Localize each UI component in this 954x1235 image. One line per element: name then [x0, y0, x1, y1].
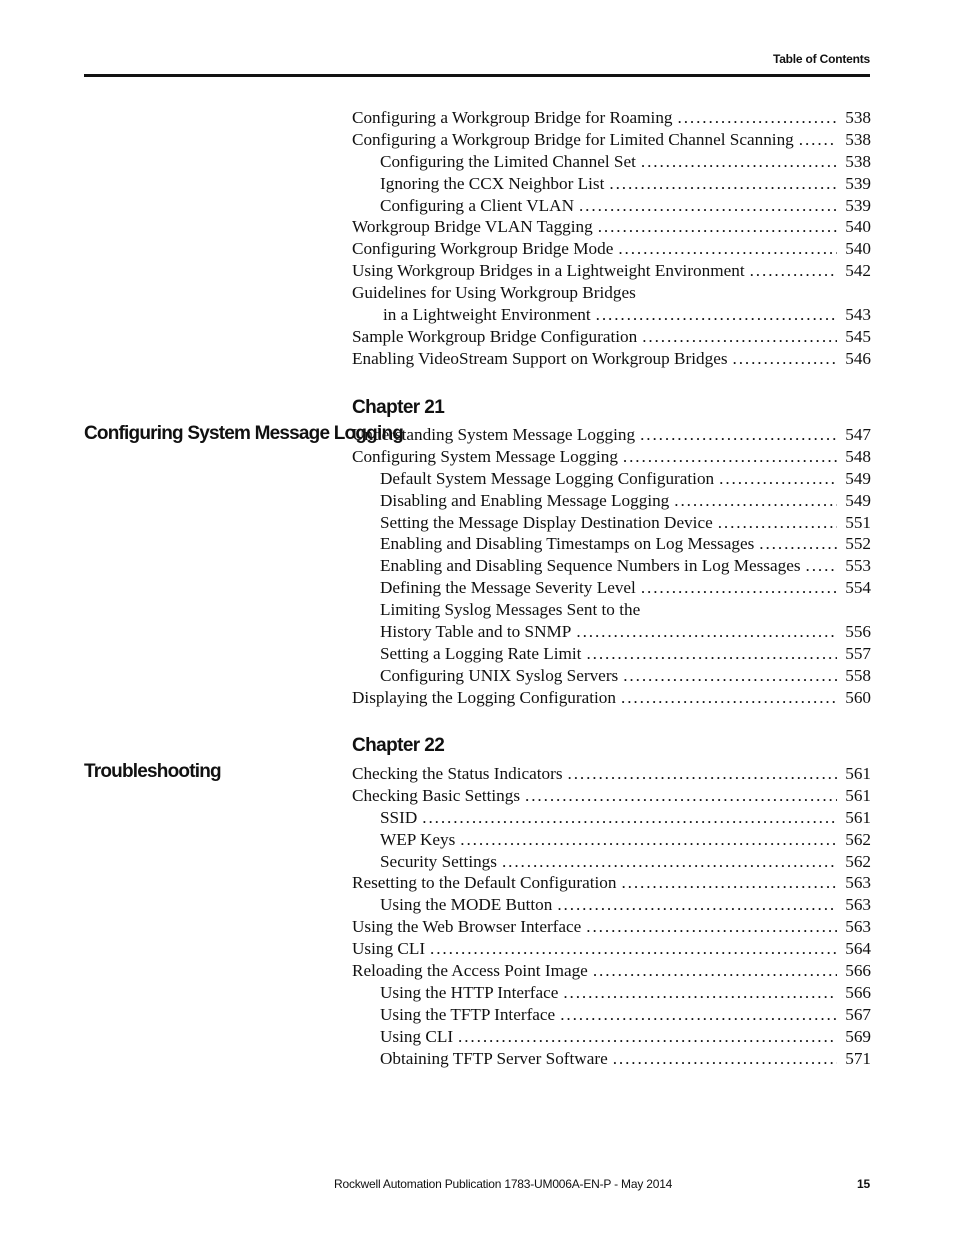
toc-entry[interactable] [352, 894, 871, 916]
dot-leader [733, 348, 837, 370]
dot-leader [640, 424, 837, 446]
dot-leader [560, 1004, 837, 1026]
dot-leader [674, 490, 837, 512]
toc-entry-title: Using Workgroup Bridges in a Lightweight Environment [352, 261, 745, 281]
dot-leader [563, 982, 837, 1004]
dot-leader [799, 129, 837, 151]
toc-entry-title: Default System Message Logging Configuration [380, 468, 715, 488]
dot-leader [613, 1048, 837, 1070]
toc-entry[interactable] [352, 938, 871, 960]
toc-entry-page: 546 [845, 348, 871, 368]
toc-entry-page: 562 [845, 851, 871, 871]
toc-entry-page: 549 [845, 490, 871, 510]
dot-leader [759, 533, 837, 555]
dot-leader [460, 829, 837, 851]
toc-entry-page: 560 [845, 687, 871, 707]
dot-leader [502, 851, 837, 873]
dot-leader [678, 107, 837, 129]
running-header-title: Table of Contents [772, 52, 870, 66]
toc-entry[interactable] [352, 916, 871, 938]
toc-block-chapter-20-continued [352, 107, 871, 370]
toc-entry-page: 566 [845, 961, 871, 981]
toc-entry-page: 552 [845, 534, 871, 554]
toc-entry[interactable] [352, 260, 871, 282]
toc-entry-title: Configuring a Client VLAN [380, 195, 574, 215]
toc-entry[interactable] [352, 512, 871, 534]
toc-entry-page: 571 [845, 1048, 871, 1068]
toc-entry-page: 538 [845, 151, 871, 171]
chapter-22-label: Chapter 22 [352, 735, 445, 756]
toc-entry-page: 557 [845, 643, 871, 663]
toc-entry-page: 545 [845, 326, 871, 346]
toc-entry[interactable] [352, 763, 871, 785]
chapter-21-title: Configuring System Message Logging [84, 423, 404, 444]
dot-leader [525, 785, 837, 807]
toc-entry-page: 548 [845, 446, 871, 466]
toc-entry[interactable] [352, 643, 871, 665]
dot-leader [609, 173, 837, 195]
toc-entry[interactable] [352, 468, 871, 490]
dot-leader [430, 938, 837, 960]
toc-entry-title: Using the HTTP Interface [380, 982, 559, 1002]
toc-entry-page: 543 [845, 305, 871, 325]
dot-leader [598, 216, 837, 238]
toc-entry[interactable] [352, 151, 871, 173]
toc-entry-title: Configuring a Workgroup Bridge for Limited Channel Scanning [352, 129, 794, 149]
toc-entry-page: 539 [845, 195, 871, 215]
toc-entry[interactable] [352, 282, 871, 304]
toc-entry-page: 561 [845, 807, 871, 827]
dot-leader [750, 260, 837, 282]
toc-entry[interactable] [352, 129, 871, 151]
toc-entry-page: 538 [845, 129, 871, 149]
toc-entry-title: Defining the Message Severity Level [380, 578, 636, 598]
toc-entry-title: Configuring UNIX Syslog Servers [380, 665, 619, 685]
dot-leader [458, 1026, 837, 1048]
dot-leader [618, 238, 837, 260]
toc-entry-title: Using the TFTP Interface [380, 1004, 556, 1024]
footer-page-number: 15 [857, 1177, 870, 1191]
toc-block-chapter-22 [352, 763, 871, 1069]
toc-entry[interactable] [352, 599, 871, 621]
toc-entry[interactable] [352, 195, 871, 217]
toc-entry-title: Enabling and Disabling Sequence Numbers in Log Messages [380, 556, 801, 576]
toc-entry[interactable] [352, 446, 871, 468]
toc-entry[interactable] [352, 621, 871, 643]
toc-entry-page: 558 [845, 665, 871, 685]
dot-leader [621, 687, 837, 709]
toc-entry-title: Configuring the Limited Channel Set [380, 151, 636, 171]
dot-leader [593, 960, 837, 982]
toc-entry-title: Workgroup Bridge VLAN Tagging [352, 217, 593, 237]
toc-entry[interactable] [352, 424, 871, 446]
dot-leader [718, 512, 837, 534]
toc-entry[interactable] [352, 1004, 871, 1026]
toc-entry[interactable] [352, 173, 871, 195]
toc-entry-title: Disabling and Enabling Message Logging [380, 490, 670, 510]
dot-leader [641, 151, 837, 173]
toc-entry[interactable] [352, 304, 871, 326]
toc-entry-page: 569 [845, 1026, 871, 1046]
toc-entry[interactable] [352, 348, 871, 370]
toc-entry-title: Obtaining TFTP Server Software [380, 1048, 608, 1068]
toc-entry-page: 540 [845, 217, 871, 237]
toc-entry[interactable] [352, 872, 871, 894]
toc-entry[interactable] [352, 1048, 871, 1070]
toc-entry[interactable] [352, 490, 871, 512]
toc-entry-title: Understanding System Message Logging [352, 425, 636, 444]
toc-entry-title: Limiting Syslog Messages Sent to the [380, 600, 641, 620]
toc-entry-title: Resetting to the Default Configuration [352, 873, 617, 893]
toc-entry[interactable] [352, 326, 871, 348]
toc-entry[interactable] [352, 807, 871, 829]
toc-entry-title: WEP Keys [380, 829, 456, 849]
toc-entry-title: Using CLI [380, 1026, 454, 1046]
toc-entry-title: Using the MODE Button [380, 895, 553, 915]
toc-entry-title: Security Settings [380, 851, 497, 871]
chapter-22-title: Troubleshooting [84, 761, 221, 782]
toc-entry-title: Configuring System Message Logging [352, 446, 618, 466]
toc-entry-page: 551 [845, 512, 871, 532]
toc-entry[interactable] [352, 665, 871, 687]
toc-entry-page: 553 [845, 556, 871, 576]
toc-entry[interactable] [352, 533, 871, 555]
toc-entry-title: Displaying the Logging Configuration [352, 687, 616, 707]
toc-entry-title: Checking the Status Indicators [352, 764, 563, 783]
toc-entry-title: History Table and to SNMP [380, 622, 572, 642]
toc-entry-page: 562 [845, 829, 871, 849]
toc-entry[interactable] [352, 1026, 871, 1048]
toc-entry-page: 563 [845, 873, 871, 893]
chapter-21-label: Chapter 21 [352, 397, 445, 418]
dot-leader [586, 643, 837, 665]
toc-entry-title: Enabling VideoStream Support on Workgroup Bridges [352, 348, 728, 368]
toc-entry-page: 542 [845, 261, 871, 281]
toc-entry-page: 549 [845, 468, 871, 488]
toc-entry[interactable] [352, 216, 871, 238]
toc-entry[interactable] [352, 238, 871, 260]
dot-leader [719, 468, 837, 490]
toc-entry-title: Reloading the Access Point Image [352, 961, 588, 981]
toc-entry-title: Using the Web Browser Interface [352, 917, 582, 937]
toc-entry-title: Using CLI [352, 939, 426, 959]
footer-publication: Rockwell Automation Publication 1783-UM006A-EN-P - May 2014 [334, 1177, 673, 1191]
toc-entry-page: 540 [845, 239, 871, 259]
toc-entry-title: Setting a Logging Rate Limit [380, 643, 582, 663]
dot-leader [621, 872, 837, 894]
toc-entry[interactable] [352, 687, 871, 709]
dot-leader [568, 763, 837, 785]
toc-entry-page: 556 [845, 622, 871, 642]
dot-leader [642, 326, 837, 348]
dot-leader [623, 446, 837, 468]
toc-entry-page: 539 [845, 173, 871, 193]
toc-block-chapter-21 [352, 424, 871, 709]
dot-leader [641, 577, 837, 599]
toc-entry[interactable] [352, 851, 871, 873]
dot-leader [422, 807, 837, 829]
toc-entry[interactable] [352, 829, 871, 851]
toc-entry-page: 563 [845, 895, 871, 915]
toc-entry-page: 561 [845, 764, 871, 783]
toc-entry-title: Checking Basic Settings [352, 785, 521, 805]
toc-entry-title: in a Lightweight Environment [383, 305, 591, 325]
dot-leader [576, 621, 837, 643]
toc-entry-title: SSID [380, 807, 418, 827]
dot-leader [596, 304, 837, 326]
toc-entry[interactable] [352, 960, 871, 982]
toc-entry-title: Configuring a Workgroup Bridge for Roaming [352, 108, 673, 127]
toc-entry[interactable] [352, 107, 871, 129]
toc-entry[interactable] [352, 555, 871, 577]
dot-leader [579, 195, 837, 217]
toc-entry-title: Configuring Workgroup Bridge Mode [352, 239, 614, 259]
toc-entry-page: 538 [845, 108, 871, 127]
dot-leader [586, 916, 837, 938]
toc-entry-title: Setting the Message Display Destination Device [380, 512, 713, 532]
toc-entry[interactable] [352, 577, 871, 599]
toc-entry-page: 563 [845, 917, 871, 937]
toc-entry-page: 564 [845, 939, 871, 959]
dot-leader [806, 555, 837, 577]
toc-entry-page: 554 [845, 578, 871, 598]
header-rule [84, 74, 870, 77]
toc-entry-page: 567 [845, 1004, 871, 1024]
toc-entry-page: 561 [845, 785, 871, 805]
toc-entry[interactable] [352, 982, 871, 1004]
toc-entry-page: 547 [845, 425, 871, 444]
toc-entry-title: Ignoring the CCX Neighbor List [380, 173, 605, 193]
toc-entry-title: Sample Workgroup Bridge Configuration [352, 326, 638, 346]
toc-entry-title: Guidelines for Using Workgroup Bridges [352, 283, 636, 303]
toc-entry-title: Enabling and Disabling Timestamps on Log Messages [380, 534, 755, 554]
toc-entry-page: 566 [845, 982, 871, 1002]
dot-leader [557, 894, 837, 916]
dot-leader [623, 665, 837, 687]
toc-entry[interactable] [352, 785, 871, 807]
